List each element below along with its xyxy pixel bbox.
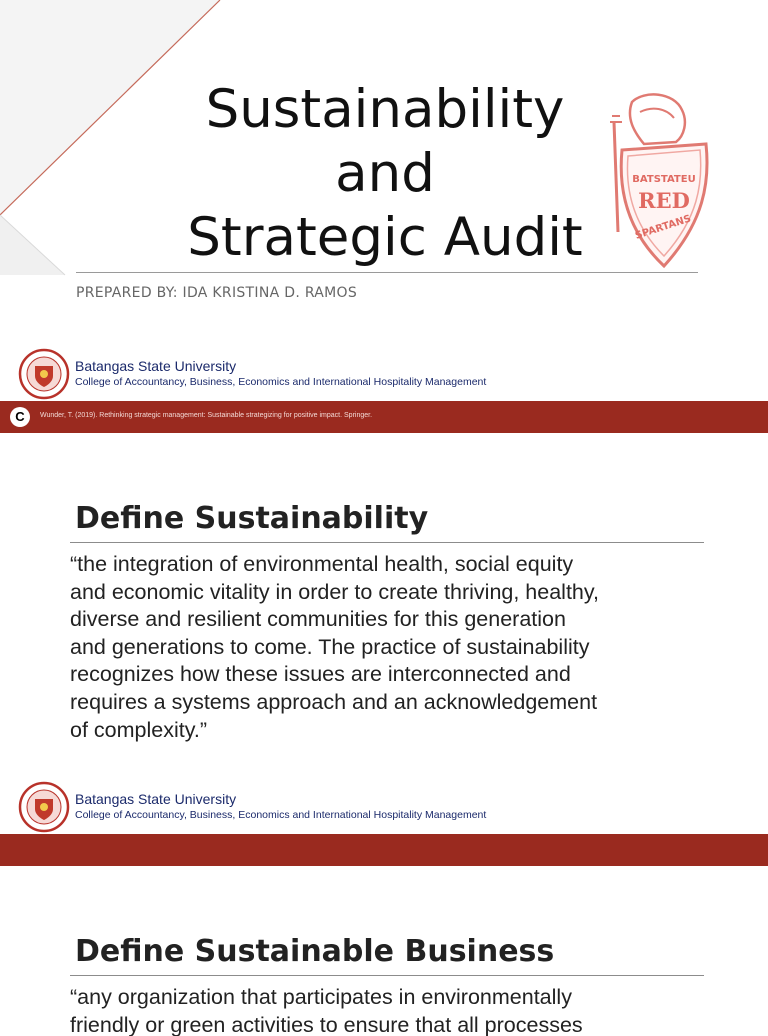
title-line-1: Sustainability: [205, 79, 565, 140]
university-seal-icon: [18, 348, 70, 400]
red-spartans-shield-icon: [604, 92, 714, 272]
title-slide: [0, 0, 768, 433]
definition-line: recognizes how these issues are interconnected and: [70, 662, 571, 687]
citation-band: [0, 401, 768, 433]
definition-slide: [0, 433, 768, 866]
definition-line: of complexity.”: [70, 717, 207, 742]
mascot-text-2: RED: [638, 188, 690, 213]
definition-line: “the integration of environmental health, social equity: [70, 552, 574, 576]
definition-line: diverse and resilient communities for this generation: [70, 607, 566, 632]
title-divider: [76, 272, 698, 273]
definition-line: and economic vitality in order to create thriving, healthy,: [70, 579, 600, 604]
definition-line: friendly or green activities to ensure that all processes: [70, 1012, 583, 1036]
definition-line: and generations to come. The practice of sustainability: [70, 634, 590, 659]
title-line-3: Strategic Audit: [187, 207, 583, 268]
college-name: College of Accountancy, Business, Economics and International Hospitality Management: [75, 809, 487, 821]
heading-divider: [70, 542, 704, 543]
prepared-by: PREPARED BY: IDA KRISTINA D. RAMOS: [76, 285, 358, 301]
mascot-text-1: BATSTATEU: [632, 174, 696, 185]
slide-heading: Define Sustainability: [75, 501, 429, 536]
title-line-2: and: [335, 143, 435, 204]
university-name: Batangas State University: [75, 358, 237, 374]
mascot-text-3: SPARTANS: [633, 213, 693, 242]
citation-text: Wunder, T. (2019). Rethinking strategic management: Sustainable strategizing for positive impact. Springer.: [40, 412, 373, 419]
slide-heading: Define Sustainable Business: [75, 934, 555, 969]
university-name: Batangas State University: [75, 791, 237, 807]
definition-text: [70, 984, 710, 1036]
presentation-title: [150, 78, 620, 270]
footer-band: [0, 834, 768, 866]
college-name: College of Accountancy, Business, Economics and International Hospitality Management: [75, 376, 487, 388]
sustainable-business-slide: [0, 866, 768, 1036]
heading-divider: [70, 975, 704, 976]
definition-line: “any organization that participates in environmentally: [70, 985, 572, 1009]
definition-line: requires a systems approach and an acknowledgement: [70, 689, 598, 714]
definition-text: [70, 551, 710, 744]
university-seal-icon: [18, 781, 70, 833]
copyright-icon: C: [10, 407, 30, 427]
